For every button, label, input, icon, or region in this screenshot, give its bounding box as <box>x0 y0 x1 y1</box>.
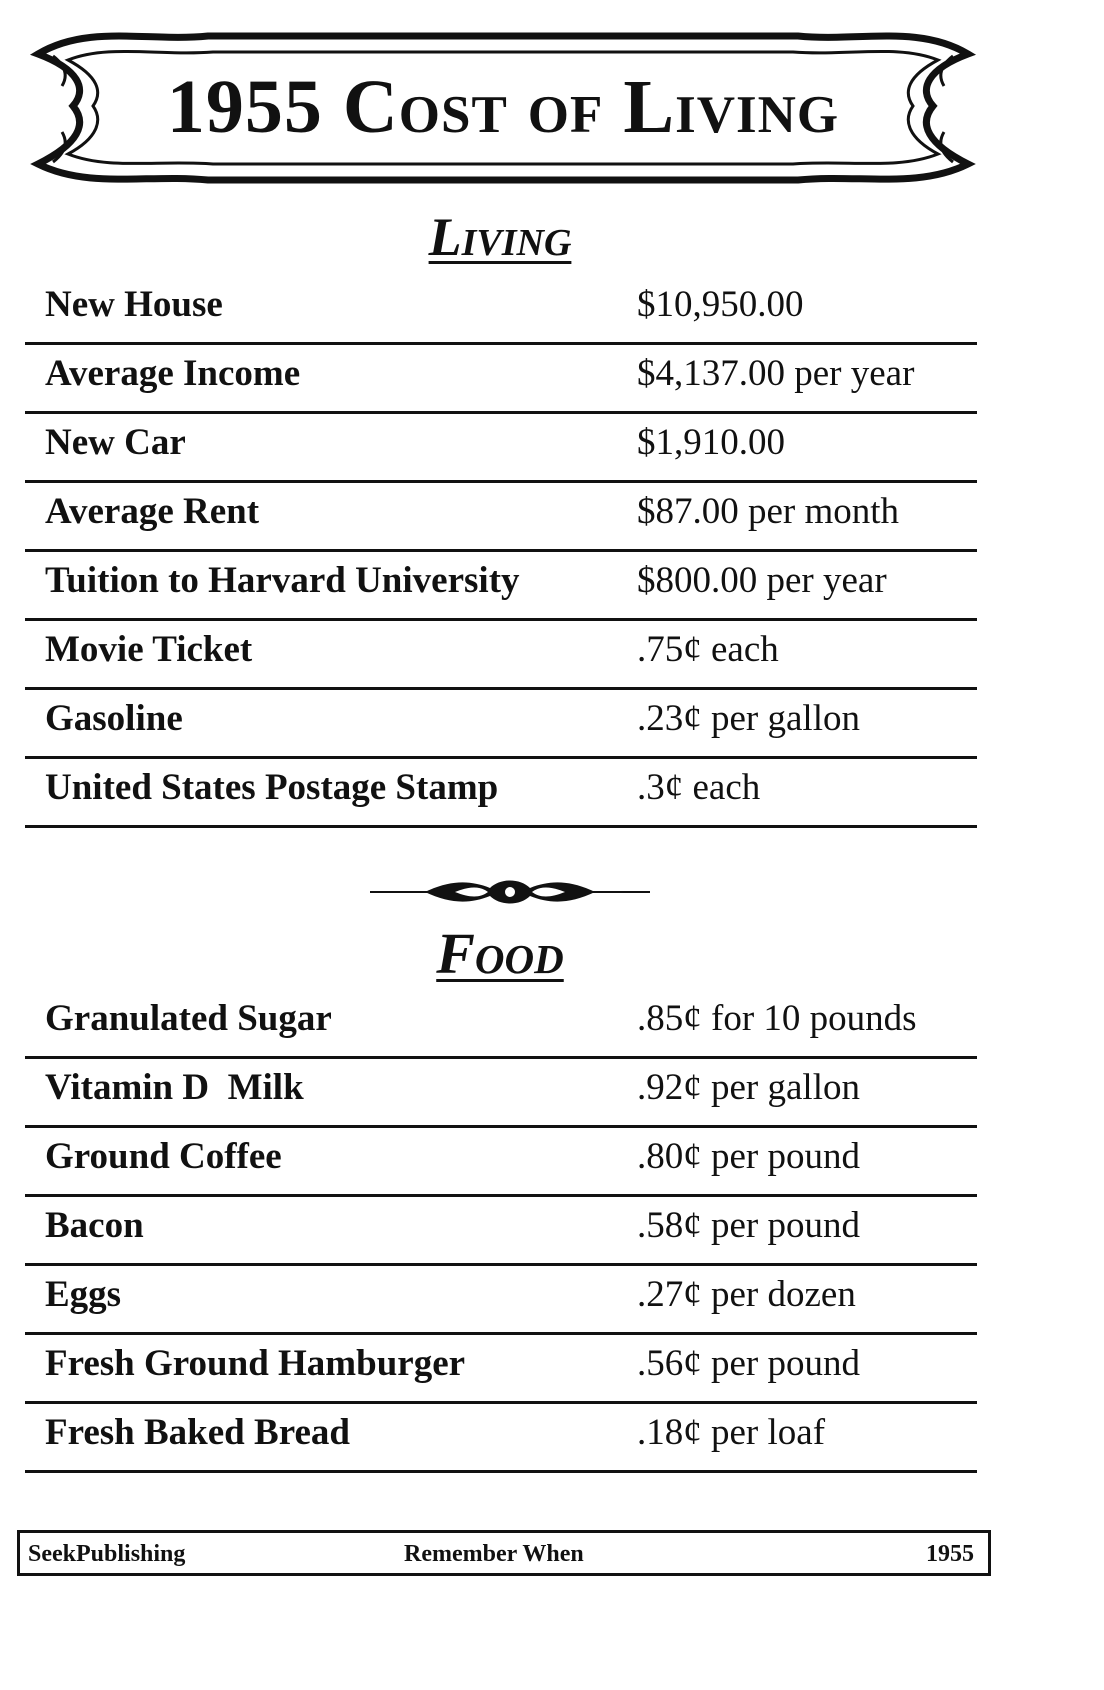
table-row <box>25 414 977 483</box>
table-row <box>25 621 977 690</box>
item-price: $800.00 per year <box>637 560 887 601</box>
item-name: Bacon <box>45 1205 144 1246</box>
table-row <box>25 1128 977 1197</box>
item-price: $87.00 per month <box>637 491 900 532</box>
item-price: .23¢ per gallon <box>637 698 860 739</box>
item-price: .56¢ per pound <box>637 1343 860 1384</box>
footer-year: 1955 <box>926 1541 974 1567</box>
item-name: Tuition to Harvard University <box>45 560 520 601</box>
item-price: $1,910.00 <box>637 422 785 463</box>
item-name: Fresh Baked Bread <box>45 1412 350 1453</box>
item-name: United States Postage Stamp <box>45 767 499 808</box>
table-row <box>25 690 977 759</box>
table-row <box>25 1197 977 1266</box>
item-price: .75¢ each <box>637 629 779 670</box>
table-row <box>25 1404 977 1473</box>
living-table <box>25 276 977 828</box>
food-table <box>25 990 977 1473</box>
item-name: Ground Coffee <box>45 1136 282 1177</box>
item-name: Movie Ticket <box>45 629 253 670</box>
page-title: 1955 Cost of Living <box>166 65 840 149</box>
table-row <box>25 1059 977 1128</box>
living-heading: Living <box>428 207 572 267</box>
item-name: Gasoline <box>45 698 183 739</box>
table-row <box>25 990 977 1059</box>
table-row <box>25 552 977 621</box>
table-row <box>25 1266 977 1335</box>
footer-series: Remember When <box>404 1541 584 1567</box>
item-price: $4,137.00 per year <box>637 353 915 394</box>
footer-bar <box>17 1530 991 1576</box>
item-price: $10,950.00 <box>637 284 804 325</box>
item-name: Average Income <box>45 353 301 394</box>
item-name: New Car <box>45 422 186 463</box>
footer-publisher: SeekPublishing <box>28 1541 186 1567</box>
item-name: Granulated Sugar <box>45 998 332 1039</box>
item-price: .27¢ per dozen <box>637 1274 856 1315</box>
table-row <box>25 759 977 828</box>
item-price: .58¢ per pound <box>637 1205 860 1246</box>
item-price: .85¢ for 10 pounds <box>637 998 917 1039</box>
table-row <box>25 276 977 345</box>
table-row <box>25 345 977 414</box>
item-price: .92¢ per gallon <box>637 1067 860 1108</box>
title-banner <box>28 14 978 194</box>
ornamental-divider <box>370 872 650 916</box>
item-name: Average Rent <box>45 491 260 532</box>
item-name: Eggs <box>45 1274 122 1315</box>
table-row <box>25 1335 977 1404</box>
item-name: Fresh Ground Hamburger <box>45 1343 466 1384</box>
table-row <box>25 483 977 552</box>
flourish-icon <box>370 872 650 912</box>
item-price: .3¢ each <box>637 767 761 808</box>
food-heading: Food <box>436 921 564 986</box>
item-name: New House <box>45 284 223 325</box>
item-name: Vitamin D Milk <box>45 1067 304 1108</box>
item-price: .18¢ per loaf <box>637 1412 826 1453</box>
item-price: .80¢ per pound <box>637 1136 860 1177</box>
